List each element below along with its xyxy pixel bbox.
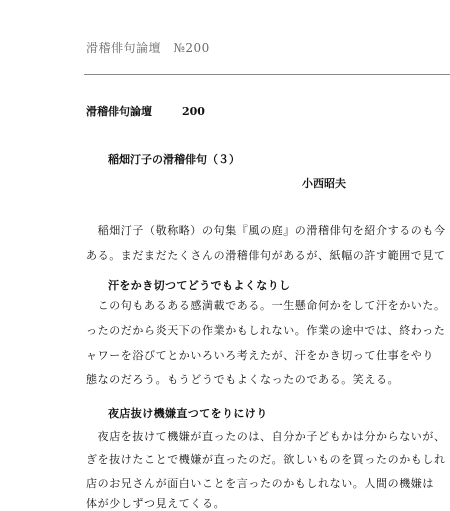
document-title-text: 滑稽俳句論壇 bbox=[86, 105, 152, 118]
commentary-line: 体が少しずつ見えてくる。 bbox=[86, 497, 226, 510]
header-divider bbox=[84, 74, 450, 75]
document-title bbox=[86, 103, 205, 119]
issue-number: 200 bbox=[182, 105, 205, 118]
haiku-1: 汗をかき切つてどうでもよくなりし bbox=[108, 279, 291, 292]
intro-line: ある。まだまだたくさんの滑稽俳句があるが、紙幅の許す範囲で見て bbox=[86, 249, 446, 262]
haiku-2: 夜店抜け機嫌直つてをりにけり bbox=[108, 407, 268, 420]
commentary-line: 態なのだろう。もうどうでもよくなったのである。笑える。 bbox=[86, 373, 400, 386]
commentary-line: 夜店を抜けて機嫌が直ったのは、自分か子どもかは分からないが、 bbox=[86, 430, 446, 443]
article-title: 稲畑汀子の滑稽俳句（３） bbox=[108, 153, 240, 166]
page-header: 滑稽俳句論壇 №200 bbox=[86, 41, 210, 55]
article-author: 小西昭夫 bbox=[302, 177, 346, 190]
commentary-line: ったのだから炎天下の作業かもしれない。作業の途中では、終わった bbox=[86, 324, 446, 337]
commentary-line: ぎを抜けたことで機嫌が直ったのだ。欲しいものを買ったのかもしれ bbox=[86, 453, 446, 466]
commentary-line: この句もあるある感満載である。一生懸命何かをして汗をかいた。 bbox=[86, 299, 446, 312]
commentary-line: ャワーを浴びてとかいろいろ考えたが、汗をかき切って仕事をやり bbox=[86, 349, 434, 362]
intro-line: 稲畑汀子（敬称略）の句集『風の庭』の滑稽俳句を紹介するのも今 bbox=[86, 224, 446, 237]
commentary-line: 店のお兄さんが面白いことを言ったのかもしれない。人間の機嫌は bbox=[86, 477, 434, 490]
